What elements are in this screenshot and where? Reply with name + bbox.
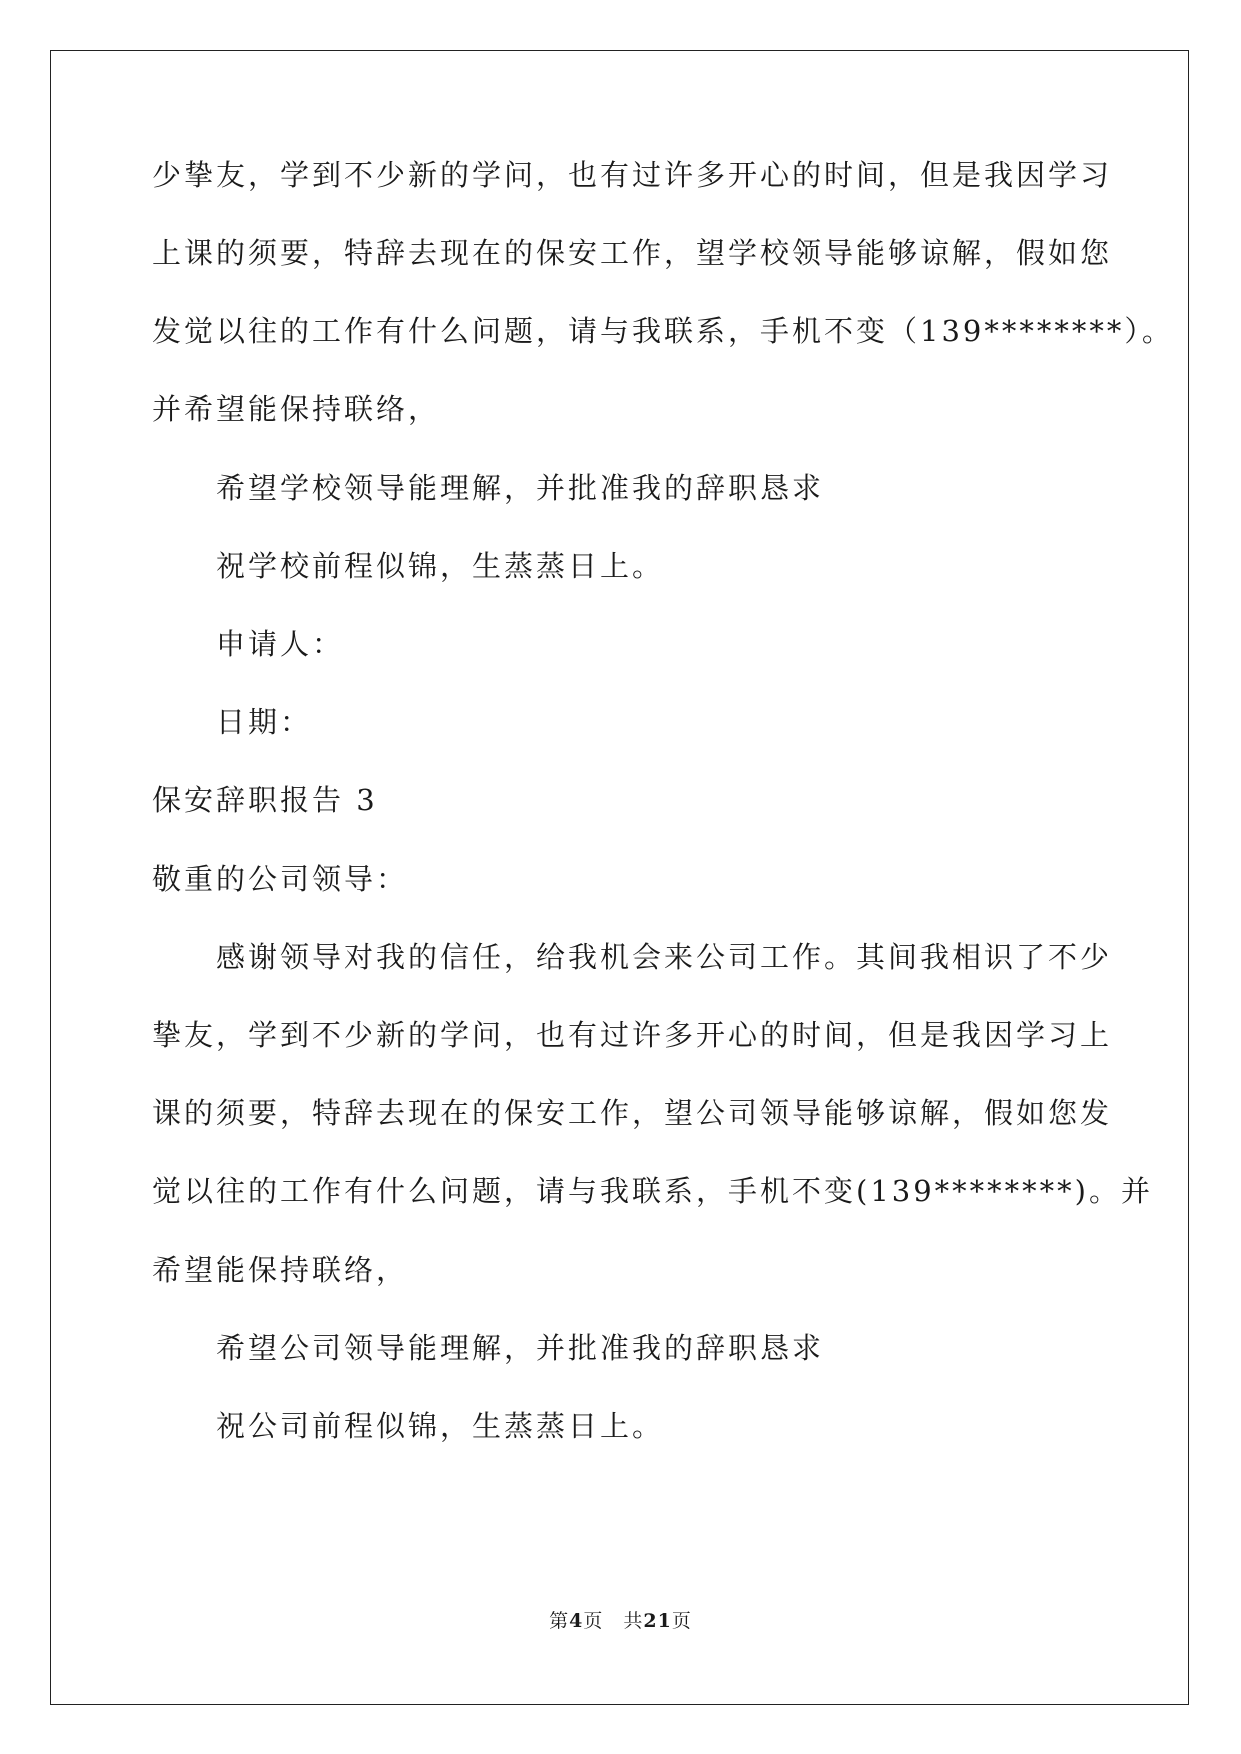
applicant-label: 申请人： <box>216 627 345 661</box>
closing-wish: 祝公司前程似锦，生蒸蒸日上。 <box>216 1409 665 1443</box>
body-line: 课的须要，特辞去现在的保安工作，望公司领导能够谅解，假如您发 <box>152 1096 1113 1130</box>
body-line: 发觉以往的工作有什么问题，请与我联系，手机不变（139********）。 <box>152 314 1174 348</box>
total-suffix: 页 <box>671 1610 692 1632</box>
page-footer <box>0 1606 1241 1633</box>
total-pages-number: 21 <box>643 1610 672 1632</box>
section-heading: 保安辞职报告 3 <box>152 783 378 817</box>
body-line: 希望学校领导能理解，并批准我的辞职恳求 <box>216 471 825 505</box>
page-prefix: 第 <box>549 1610 570 1632</box>
date-label: 日期： <box>216 705 313 739</box>
current-page-number: 4 <box>569 1610 584 1632</box>
total-prefix: 共 <box>623 1610 644 1632</box>
body-line: 希望公司领导能理解，并批准我的辞职恳求 <box>216 1331 825 1365</box>
page-suffix: 页 <box>583 1610 604 1632</box>
body-line: 希望能保持联络， <box>152 1253 409 1287</box>
body-line: 上课的须要，特辞去现在的保安工作，望学校领导能够谅解，假如您 <box>152 236 1113 270</box>
body-line: 挚友，学到不少新的学问，也有过许多开心的时间，但是我因学习上 <box>152 1018 1113 1052</box>
body-line: 并希望能保持联络， <box>152 392 441 426</box>
body-line: 少挚友，学到不少新的学问，也有过许多开心的时间，但是我因学习 <box>152 158 1113 192</box>
salutation: 敬重的公司领导： <box>152 862 409 896</box>
body-line: 觉以往的工作有什么问题，请与我联系，手机不变(139********)。并 <box>152 1174 1153 1208</box>
closing-wish: 祝学校前程似锦，生蒸蒸日上。 <box>216 549 665 583</box>
body-line: 感谢领导对我的信任，给我机会来公司工作。其间我相识了不少 <box>216 940 1113 974</box>
